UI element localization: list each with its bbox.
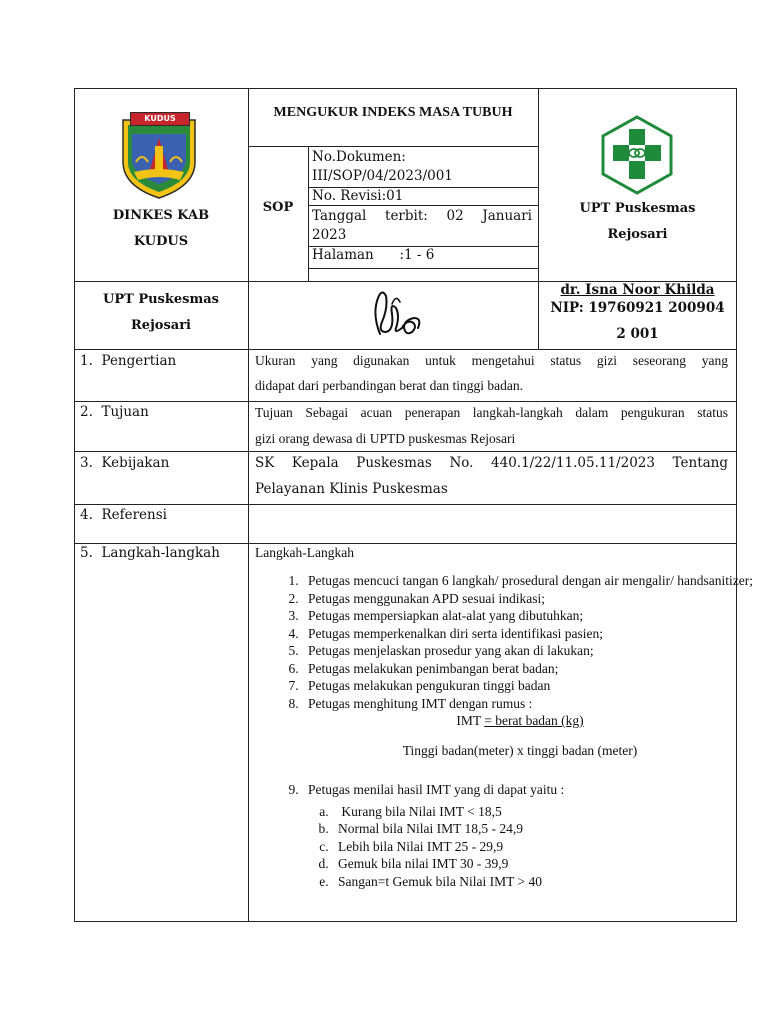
step-item [302, 642, 768, 660]
approval-org-line1: UPT Puskesmas [103, 292, 219, 307]
section-label-referensi: 4. Referensi [80, 507, 167, 523]
revision-number: No. Revisi:01 [312, 188, 404, 204]
pengertian-line2: didapat dari perbandingan berat dan tinggi badan. [255, 378, 524, 393]
signer-name: dr. Isna Noor Khilda [560, 282, 715, 298]
step-item [302, 677, 768, 695]
step-text: Petugas mempersiapkan alat-alat yang dibutuhkan; [308, 608, 584, 623]
rule-revisi-bottom [308, 205, 538, 206]
left-org-line2: KUDUS [133, 234, 189, 249]
signer-nip-line1: NIP: 19760921 200904 [550, 300, 725, 316]
imt-category-list [308, 803, 768, 891]
right-org-line2: Rejosari [607, 227, 668, 242]
step-item [302, 695, 768, 760]
langkah-heading: Langkah-Langkah [255, 545, 354, 560]
kudus-regency-logo [118, 112, 200, 200]
step-item [302, 625, 768, 643]
imt-formula-numerator: = berat badan (kg) [484, 713, 584, 728]
step-text: Petugas melakukan penimbangan berat badan; [308, 660, 559, 676]
step-text: Petugas menilai hasil IMT yang di dapat yaitu : [308, 782, 565, 797]
document-title: MENGUKUR INDEKS MASA TUBUH [273, 105, 513, 120]
kebijakan-line1: SK Kepala Puskesmas No. 440.1/22/11.05.11/2023 Tentang [255, 455, 728, 471]
section-label-kebijakan: 3. Kebijakan [80, 455, 170, 471]
imt-formula-numerator-line [268, 712, 768, 730]
step-item [302, 660, 768, 678]
rule-tujuan-bottom [74, 451, 737, 452]
issue-year: 2023 [312, 227, 347, 243]
rule-referensi-bottom [74, 543, 737, 544]
step-text: Petugas mencuci tangan 6 langkah/ prosedural dengan air mengalir/ handsanitizer; [308, 573, 753, 588]
step-text: Petugas memperkenalkan diri serta identifikasi pasien; [308, 625, 604, 641]
step-item [302, 590, 768, 608]
step-item [302, 572, 768, 590]
imt-category-text: Gemuk bila nilai IMT 30 - 39,9 [338, 856, 509, 871]
rule-approval-bottom [74, 349, 737, 350]
step-text: Petugas menjelaskan prosedur yang akan di lakukan; [308, 643, 594, 658]
sop-label: SOP [262, 200, 294, 215]
signer-nip-line2: 2 001 [616, 326, 659, 342]
imt-category [332, 820, 768, 838]
rule-sop-column [308, 146, 309, 281]
page-count: Halaman :1 - 6 [312, 247, 435, 263]
kebijakan-line2: Pelayanan Klinis Puskesmas [255, 481, 448, 497]
signature-image [366, 284, 426, 340]
imt-category-text: Sangan=t Gemuk bila Nilai IMT > 40 [338, 873, 542, 889]
imt-formula-denominator: Tinggi badan(meter) x tinggi badan (meter) [402, 742, 638, 758]
rule-pengertian-bottom [74, 401, 737, 402]
approval-org-line2: Rejosari [131, 318, 191, 333]
imt-formula-lhs: IMT [456, 713, 485, 728]
step-text: Petugas melakukan pengukuran tinggi badan [308, 678, 551, 693]
step-item [302, 607, 768, 625]
issue-date: Tanggal terbit: 02 Januari [312, 208, 532, 224]
imt-category [332, 855, 768, 873]
section-label-pengertian: 1. Pengertian [80, 353, 177, 369]
imt-category [332, 803, 768, 821]
imt-category-text: Lebih bila Nilai IMT 25 - 29,9 [338, 838, 504, 854]
rule-kebijakan-bottom [74, 504, 737, 505]
section-label-langkah: 5. Langkah-langkah [80, 545, 220, 561]
rule-title-bottom [248, 146, 538, 147]
step-text: Petugas menggunakan APD sesuai indikasi; [308, 590, 545, 606]
step-text: Petugas menghitung IMT dengan rumus : [308, 695, 533, 711]
rule-halaman-bottom [308, 268, 538, 269]
steps-list [262, 572, 768, 890]
imt-category [332, 838, 768, 856]
left-org-line1: DINKES KAB [112, 208, 210, 223]
doc-number-value: III/SOP/04/2023/001 [312, 168, 453, 184]
pengertian-line1: Ukuran yang digunakan untuk mengetahui status gizi seseorang yang [255, 353, 728, 368]
section-label-tujuan: 2. Tujuan [80, 404, 149, 420]
tujuan-line2: gizi orang dewasa di UPTD puskesmas Rejosari [255, 431, 516, 446]
puskesmas-logo [597, 115, 677, 195]
imt-category [332, 873, 768, 891]
imt-category-text: Kurang bila Nilai IMT < 18,5 [338, 803, 502, 819]
tujuan-line1: Tujuan Sebagai acuan penerapan langkah-langkah dalam pengukuran status [255, 405, 728, 420]
right-org-line1: UPT Puskesmas [579, 201, 696, 216]
doc-number-label: No.Dokumen: [312, 149, 406, 165]
kudus-logo-banner: KUDUS [130, 112, 190, 126]
step-item [302, 781, 768, 890]
imt-category-text: Normal bila Nilai IMT 18,5 - 24,9 [338, 821, 523, 836]
